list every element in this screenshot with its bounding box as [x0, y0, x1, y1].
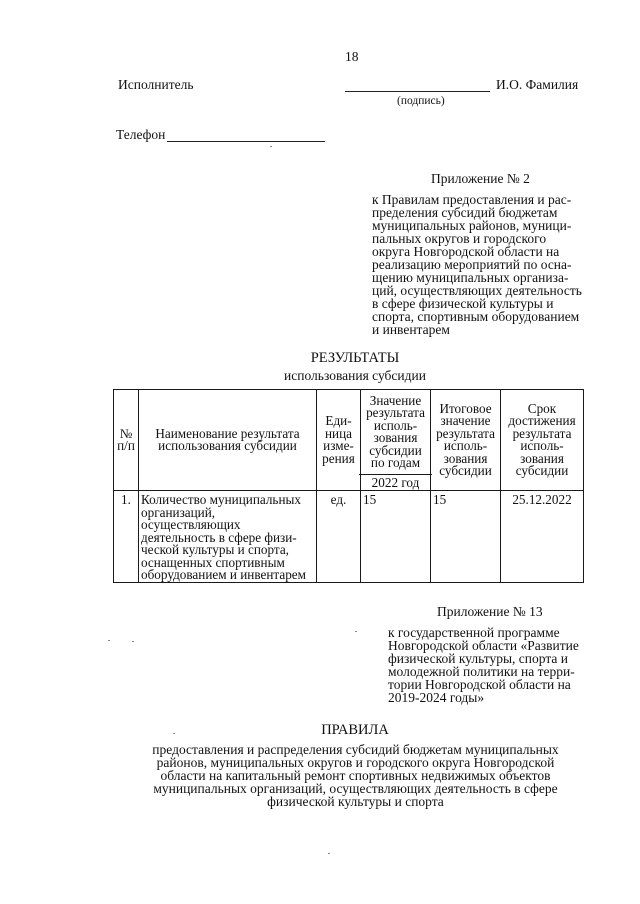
appendix2-line: пальных округов и городского	[372, 231, 547, 246]
executor-name: И.О. Фамилия	[496, 77, 579, 92]
rules-line: районов, муниципальных округов и городского округа Новгородской	[156, 755, 555, 770]
appendix13-line: к государственной программе	[388, 625, 560, 640]
cell-unit: ед.	[317, 491, 361, 583]
appendix13-title: Приложение № 13	[437, 604, 543, 619]
header-year: 2022 год	[359, 474, 432, 490]
scan-speck	[108, 640, 110, 641]
results-table	[113, 389, 584, 583]
appendix2-text	[372, 193, 602, 336]
cell-total: 15	[431, 491, 501, 583]
appendix13-line: Новгородской области «Развитие	[388, 638, 579, 653]
header-unit: Еди- ница изме- рения	[317, 390, 361, 491]
appendix2-title: Приложение № 2	[431, 171, 530, 186]
header-deadline: Срок достижения результата исполь- зования субсидии	[501, 390, 584, 491]
appendix2-line: к Правилам предоставления и рас-	[372, 192, 572, 207]
rules-line: предоставления и распределения субсидий бюджетам муниципальных	[152, 742, 559, 757]
header-value-label: Значение результата исполь- зования субсидии по годам	[366, 392, 425, 470]
results-title: РЕЗУЛЬТАТЫ	[310, 350, 400, 366]
rules-line: муниципальных организаций, осуществляющих деятельность в сфере	[153, 781, 558, 796]
header-value-by-years	[361, 390, 431, 491]
phone-line	[167, 141, 325, 142]
appendix2-line: пределения субсидий бюджетам	[372, 205, 558, 220]
header-total-value: Итоговое значение результата исполь- зования субсидии	[431, 390, 501, 491]
scan-speck	[355, 631, 357, 632]
cell-value-2022: 15	[361, 491, 431, 583]
appendix2-line: щению муниципальных организа-	[372, 270, 569, 285]
appendix13-line: молодежной политики на терри-	[388, 664, 575, 679]
results-subtitle: использования субсидии	[284, 368, 426, 383]
appendix13-text	[388, 626, 613, 704]
appendix2-line: в сфере физической культуры и	[372, 296, 554, 311]
page-number: 18	[345, 49, 359, 64]
cell-result-name: Количество муниципальных организаций, осуществляющих деятельность в сфере физи- ческой культуры и спорта, оснащенных спортивным оборудованием и инвентарем	[139, 491, 317, 583]
rules-line: физической культуры и спорта	[267, 794, 444, 809]
cell-number: 1.	[114, 491, 139, 583]
header-result-name: Наименование результата использования субсидии	[139, 390, 317, 491]
scan-speck	[328, 853, 330, 854]
appendix2-line: и инвентарем	[372, 322, 450, 337]
table-header-row	[114, 390, 584, 491]
table-row	[114, 491, 584, 583]
scan-speck	[132, 641, 134, 642]
appendix2-line: реализацию мероприятий по осна-	[372, 257, 572, 272]
appendix13-line: тории Новгородской области на	[388, 677, 571, 692]
header-number: № п/п	[114, 390, 139, 491]
signature-line	[345, 91, 490, 92]
appendix2-line: муниципальных районов, муници-	[372, 218, 572, 233]
appendix13-line: 2019-2024 годы»	[388, 690, 485, 705]
scan-speck	[270, 146, 272, 147]
appendix2-line: округа Новгородской области на	[372, 244, 560, 259]
cell-deadline: 25.12.2022	[501, 491, 584, 583]
appendix2-line: ций, осуществляющих деятельность	[372, 283, 582, 298]
appendix2-line: спорта, спортивным оборудованием	[372, 309, 580, 324]
signature-caption: (подпись)	[397, 95, 445, 107]
executor-label: Исполнитель	[118, 77, 194, 92]
rules-line: области на капитальный ремонт спортивных недвижимых объектов	[160, 768, 551, 783]
scan-speck	[173, 733, 175, 734]
phone-label: Телефон	[116, 127, 166, 142]
rules-title: ПРАВИЛА	[321, 722, 389, 738]
rules-text	[113, 743, 598, 808]
appendix13-line: физической культуры, спорта и	[388, 651, 569, 666]
